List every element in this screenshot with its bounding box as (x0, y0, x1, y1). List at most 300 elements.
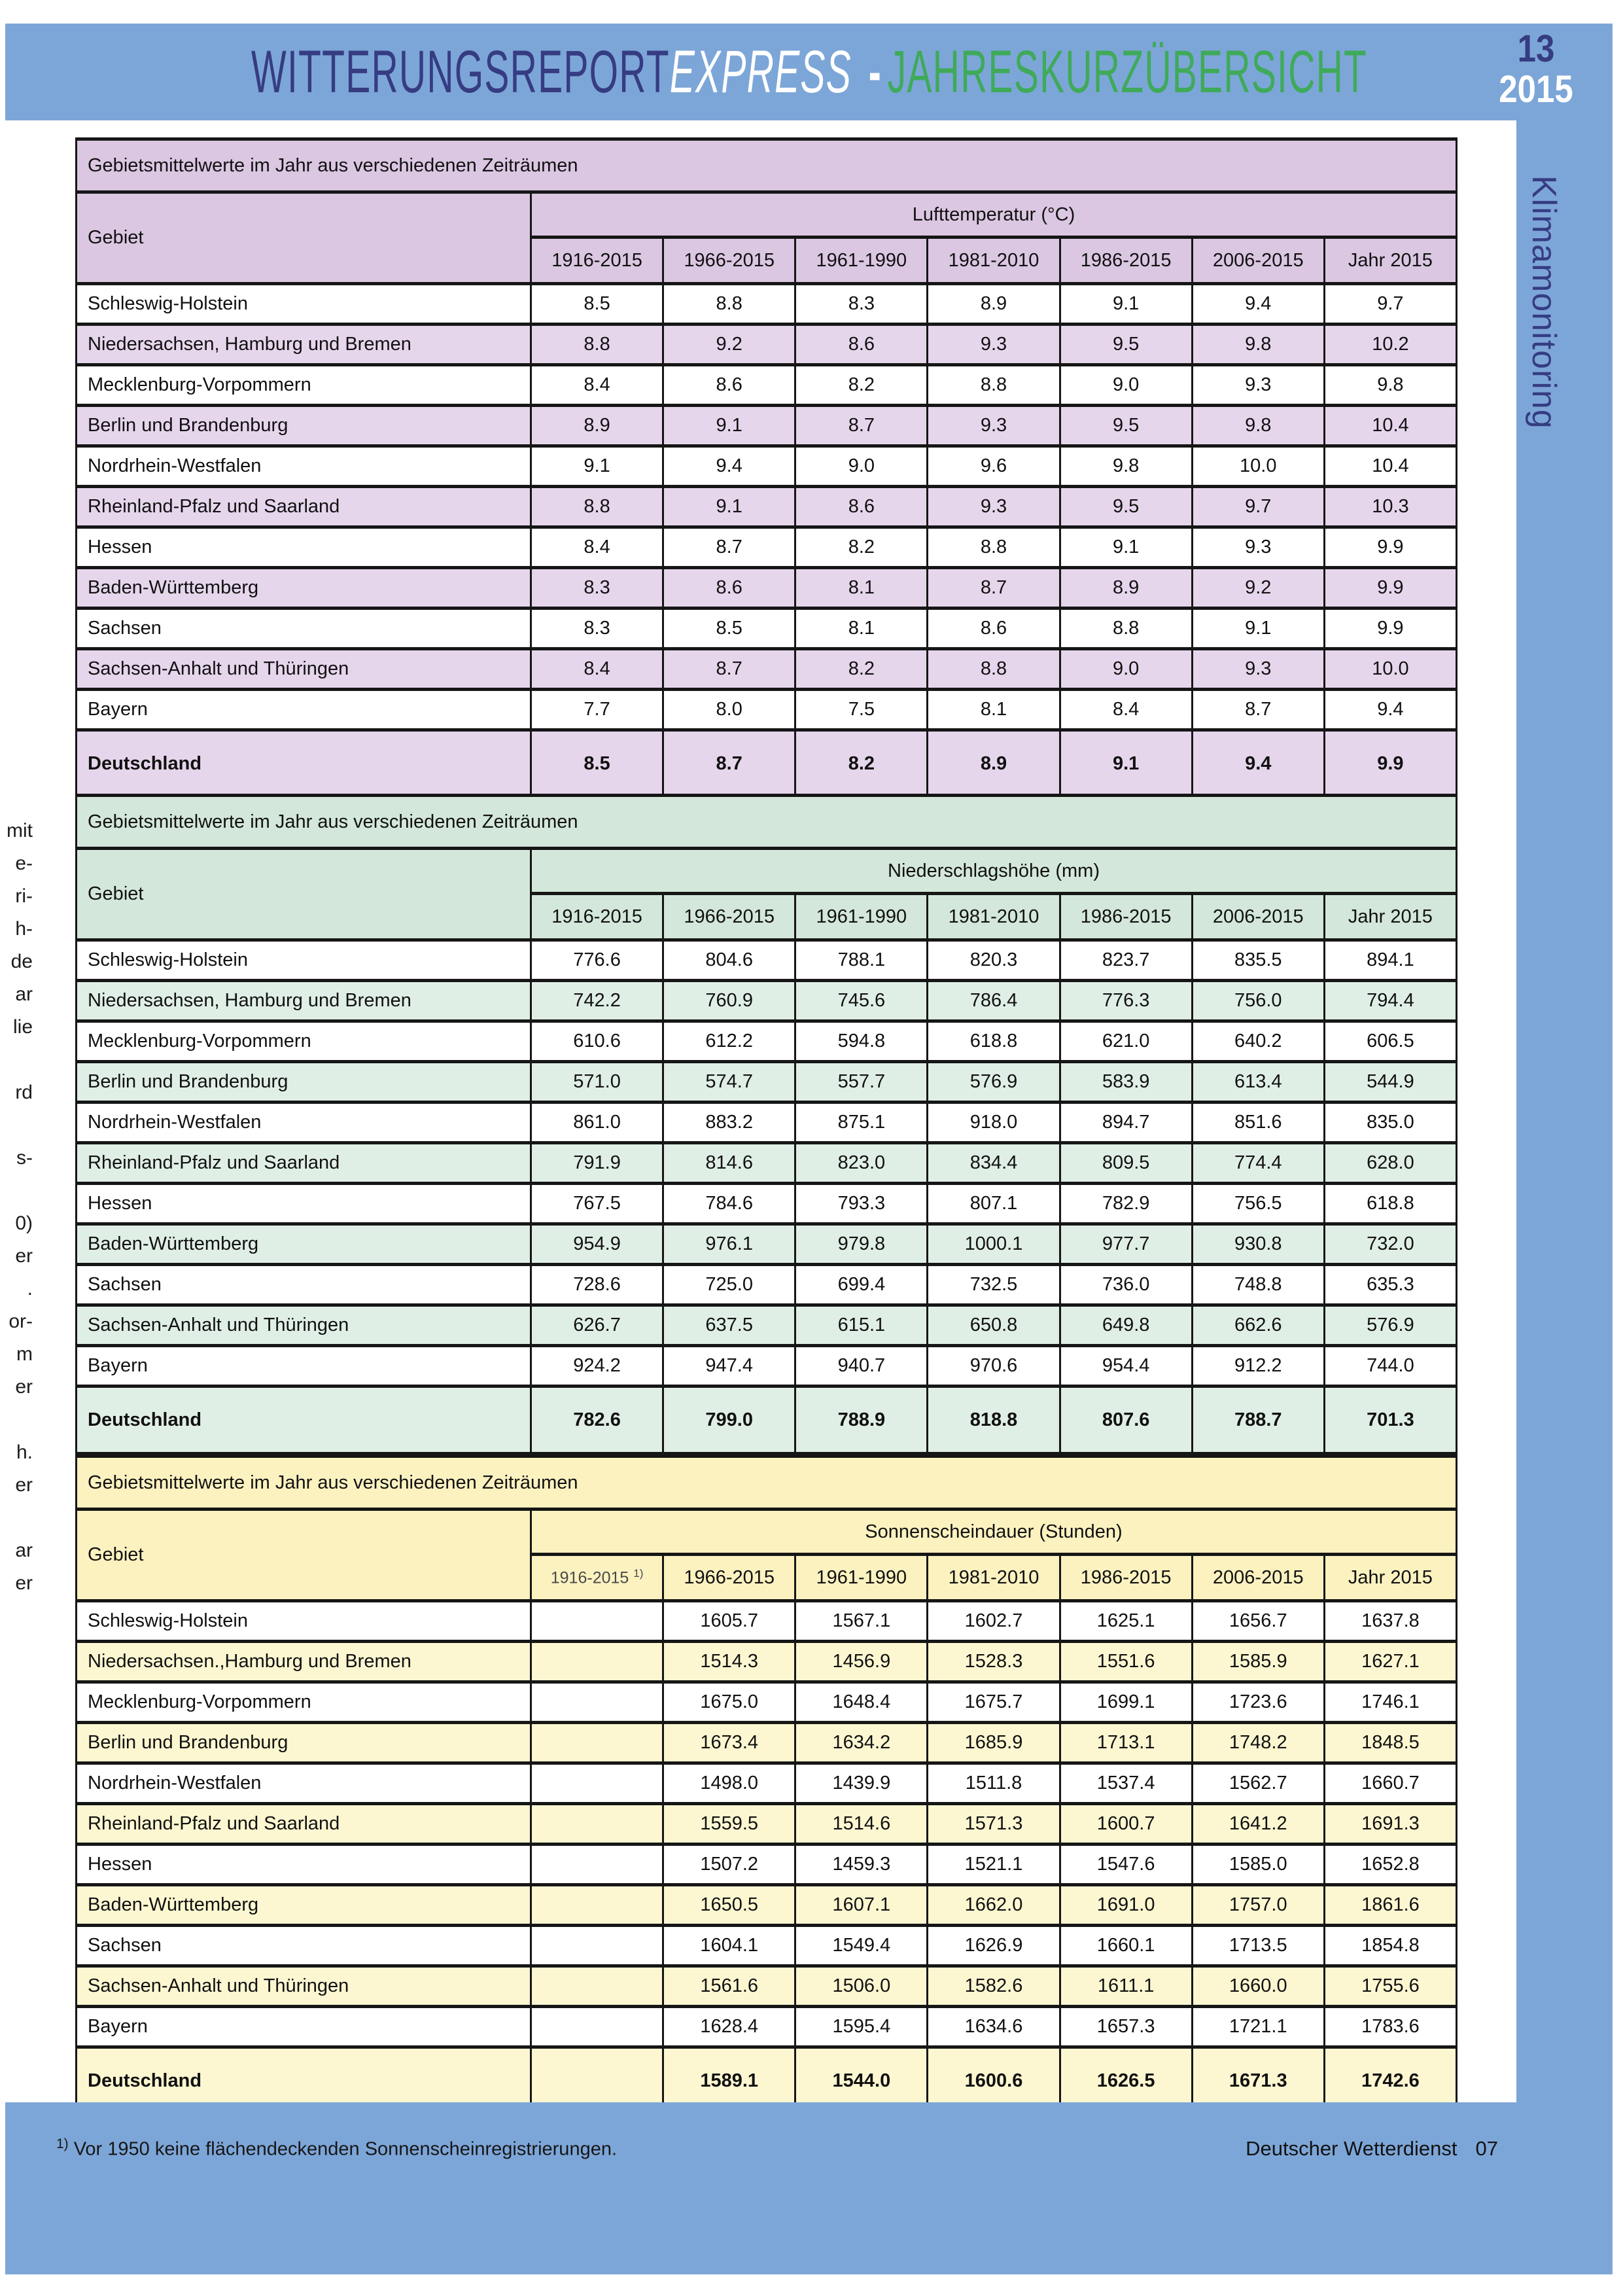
gebiet-cell: Bayern (77, 2007, 531, 2047)
value-cell: 9.8 (1192, 406, 1324, 446)
value-cell: 8.1 (928, 690, 1060, 730)
value-cell: 861.0 (531, 1103, 663, 1143)
value-cell: 8.1 (795, 609, 928, 649)
period-column-header: 1981-2010 (928, 894, 1060, 940)
value-cell: 1600.6 (928, 2047, 1060, 2115)
value-cell: 794.4 (1324, 981, 1456, 1021)
temperature-table-grid (75, 137, 1457, 799)
value-cell: 1537.4 (1060, 1763, 1192, 1804)
value-cell: 9.1 (1060, 730, 1192, 798)
precipitation-table-grid (75, 794, 1457, 1455)
value-cell: 912.2 (1192, 1346, 1324, 1386)
value-cell: 742.2 (531, 981, 663, 1021)
value-cell: 9.3 (1192, 649, 1324, 690)
table-row (77, 981, 1457, 1021)
table-row (77, 2007, 1457, 2047)
gebiet-cell: Berlin und Brandenburg (77, 1723, 531, 1763)
margin-text-fragment: de (10, 951, 33, 972)
value-cell: 728.6 (531, 1265, 663, 1305)
value-cell: 1755.6 (1324, 1966, 1456, 2007)
table-title-row (77, 796, 1457, 849)
value-cell: 1547.6 (1060, 1845, 1192, 1885)
value-cell: 1723.6 (1192, 1682, 1324, 1723)
gebiet-cell: Hessen (77, 527, 531, 568)
value-cell: 1748.2 (1192, 1723, 1324, 1763)
value-cell: 1604.1 (663, 1926, 795, 1966)
table-row (77, 1966, 1457, 2007)
value-cell: 8.6 (795, 325, 928, 365)
period-column-header: 1966-2015 (663, 1555, 795, 1601)
value-cell: 9.0 (1060, 365, 1192, 406)
period-column-header: 1916-2015 $^{1)}$ (531, 1555, 663, 1601)
value-cell: 583.9 (1060, 1062, 1192, 1103)
value-cell: 9.9 (1324, 568, 1456, 609)
gebiet-cell: Bayern (77, 1346, 531, 1386)
value-cell: 9.4 (1324, 690, 1456, 730)
period-column-header: 2006-2015 (1192, 1555, 1324, 1601)
value-cell: 1634.6 (928, 2007, 1060, 2047)
value-cell: 9.0 (795, 446, 928, 487)
margin-text-fragment: er (15, 1376, 33, 1398)
value-cell: 574.7 (663, 1062, 795, 1103)
gebiet-cell: Sachsen (77, 1926, 531, 1966)
value-cell: 8.2 (795, 365, 928, 406)
table-title: Gebietsmittelwerte im Jahr aus verschiedenen Zeiträumen (77, 139, 1457, 192)
issue-block (1490, 29, 1582, 110)
table-title-row (77, 139, 1457, 192)
value-cell: 7.7 (531, 690, 663, 730)
value-cell: 9.1 (1060, 527, 1192, 568)
table-row (77, 325, 1457, 365)
value-cell: 9.0 (1060, 649, 1192, 690)
value-cell: 9.3 (928, 325, 1060, 365)
gebiet-cell: Mecklenburg-Vorpommern (77, 1682, 531, 1723)
value-cell: 8.8 (928, 527, 1060, 568)
value-cell: 1514.3 (663, 1642, 795, 1682)
value-cell: 940.7 (795, 1346, 928, 1386)
margin-text-fragment (0, 1109, 33, 1142)
value-cell: 1637.8 (1324, 1601, 1456, 1642)
value-cell: 1673.4 (663, 1723, 795, 1763)
value-cell: 576.9 (928, 1062, 1060, 1103)
value-cell: 1562.7 (1192, 1763, 1324, 1804)
value-cell: 571.0 (531, 1062, 663, 1103)
value-cell: 1641.2 (1192, 1804, 1324, 1845)
value-cell: 8.8 (531, 487, 663, 527)
table-row (77, 1804, 1457, 1845)
value-cell: 1685.9 (928, 1723, 1060, 1763)
value-cell: 9.1 (1192, 609, 1324, 649)
table-row (77, 1224, 1457, 1265)
gebiet-cell: Baden-Württemberg (77, 568, 531, 609)
value-cell: 807.6 (1060, 1386, 1192, 1454)
value-cell: 1691.0 (1060, 1885, 1192, 1926)
value-cell: 1742.6 (1324, 2047, 1456, 2115)
gebiet-cell: Berlin und Brandenburg (77, 406, 531, 446)
value-cell: 924.2 (531, 1346, 663, 1386)
value-cell: 1675.0 (663, 1682, 795, 1723)
value-cell: 9.3 (928, 406, 1060, 446)
value-cell: 851.6 (1192, 1103, 1324, 1143)
value-cell: 8.9 (531, 406, 663, 446)
value-cell: 807.1 (928, 1184, 1060, 1224)
page-number: 07 (1475, 2136, 1498, 2160)
value-cell: 1699.1 (1060, 1682, 1192, 1723)
margin-text-fragment: ar (15, 983, 33, 1005)
margin-text-fragment: or- (9, 1311, 33, 1332)
table-row (77, 365, 1457, 406)
value-cell: 8.9 (928, 730, 1060, 798)
value-cell: 615.1 (795, 1305, 928, 1346)
gebiet-cell: Bayern (77, 690, 531, 730)
margin-text-fragment: er (15, 1474, 33, 1496)
gebiet-cell: Sachsen (77, 609, 531, 649)
publisher-name: Deutscher Wetterdienst (1246, 2136, 1457, 2160)
value-cell: 756.0 (1192, 981, 1324, 1021)
value-cell: 9.7 (1324, 284, 1456, 325)
gebiet-cell: Nordrhein-Westfalen (77, 1763, 531, 1804)
value-cell: 606.5 (1324, 1021, 1456, 1062)
value-cell: 1628.4 (663, 2007, 795, 2047)
value-cell: 8.5 (663, 609, 795, 649)
gebiet-cell: Schleswig-Holstein (77, 940, 531, 981)
temperature-table (75, 137, 1457, 799)
value-cell: 976.1 (663, 1224, 795, 1265)
value-cell (531, 1682, 663, 1723)
value-cell: 618.8 (928, 1021, 1060, 1062)
value-cell: 10.3 (1324, 487, 1456, 527)
value-cell: 776.6 (531, 940, 663, 981)
value-cell: 894.7 (1060, 1103, 1192, 1143)
title-separator: - (868, 38, 882, 105)
value-cell: 760.9 (663, 981, 795, 1021)
value-cell: 9.3 (928, 487, 1060, 527)
title-express: EXPRESS (669, 38, 852, 105)
table-row (77, 1062, 1457, 1103)
value-cell: 1589.1 (663, 2047, 795, 2115)
value-cell: 1757.0 (1192, 1885, 1324, 1926)
gebiet-cell: Baden-Württemberg (77, 1224, 531, 1265)
value-cell: 1660.0 (1192, 1966, 1324, 2007)
gebiet-column-header: Gebiet (77, 849, 531, 940)
margin-text-fragment: e- (15, 853, 33, 874)
margin-text-fragment: h. (16, 1441, 33, 1463)
table-title: Gebietsmittelwerte im Jahr aus verschiedenen Zeiträumen (77, 1457, 1457, 1510)
value-cell: 1595.4 (795, 2007, 928, 2047)
value-cell: 774.4 (1192, 1143, 1324, 1184)
value-cell: 1652.8 (1324, 1845, 1456, 1885)
value-cell: 823.7 (1060, 940, 1192, 981)
value-cell: 1607.1 (795, 1885, 928, 1926)
margin-text-fragment: lie (12, 1016, 33, 1038)
value-cell: 8.2 (795, 730, 928, 798)
value-cell: 9.4 (663, 446, 795, 487)
value-cell: 1561.6 (663, 1966, 795, 2007)
value-cell: 804.6 (663, 940, 795, 981)
table-total-row (77, 1386, 1457, 1454)
value-cell: 1648.4 (795, 1682, 928, 1723)
value-cell: 1746.1 (1324, 1682, 1456, 1723)
period-column-header: Jahr 2015 (1324, 238, 1456, 284)
value-cell: 9.1 (531, 446, 663, 487)
table-title-row (77, 1457, 1457, 1510)
table-row (77, 1885, 1457, 1926)
value-cell: 791.9 (531, 1143, 663, 1184)
value-cell: 8.8 (531, 325, 663, 365)
value-cell: 835.0 (1324, 1103, 1456, 1143)
value-cell: 954.4 (1060, 1346, 1192, 1386)
value-cell: 699.4 (795, 1265, 928, 1305)
value-cell: 1511.8 (928, 1763, 1060, 1804)
gebiet-cell: Rheinland-Pfalz und Saarland (77, 487, 531, 527)
value-cell: 8.6 (795, 487, 928, 527)
value-cell: 9.5 (1060, 487, 1192, 527)
margin-text-fragment: m (16, 1343, 33, 1365)
value-cell: 594.8 (795, 1021, 928, 1062)
value-cell: 793.3 (795, 1184, 928, 1224)
value-cell: 610.6 (531, 1021, 663, 1062)
value-cell: 8.0 (663, 690, 795, 730)
value-cell: 8.8 (663, 284, 795, 325)
table-row (77, 1265, 1457, 1305)
value-cell: 621.0 (1060, 1021, 1192, 1062)
page-header-band (5, 24, 1613, 120)
table-row (77, 940, 1457, 981)
value-cell: 9.2 (663, 325, 795, 365)
table-row (77, 649, 1457, 690)
table-row (77, 1143, 1457, 1184)
margin-text-fragment (0, 1174, 33, 1207)
value-cell: 1634.2 (795, 1723, 928, 1763)
value-cell: 1567.1 (795, 1601, 928, 1642)
period-column-header: 1961-1990 (795, 238, 928, 284)
value-cell: 918.0 (928, 1103, 1060, 1143)
table-row (77, 568, 1457, 609)
period-column-header: 1961-1990 (795, 1555, 928, 1601)
period-column-header: 1981-2010 (928, 238, 1060, 284)
report-title (251, 38, 1367, 107)
gebiet-cell: Niedersachsen, Hamburg und Bremen (77, 981, 531, 1021)
table-row (77, 1305, 1457, 1346)
value-cell: 613.4 (1192, 1062, 1324, 1103)
value-cell: 8.4 (531, 649, 663, 690)
value-cell: 1456.9 (795, 1642, 928, 1682)
value-cell: 9.9 (1324, 730, 1456, 798)
value-cell: 8.3 (531, 609, 663, 649)
table-row (77, 1642, 1457, 1682)
value-cell: 788.9 (795, 1386, 928, 1454)
value-cell: 1551.6 (1060, 1642, 1192, 1682)
value-cell: 782.9 (1060, 1184, 1192, 1224)
value-cell: 9.4 (1192, 730, 1324, 798)
value-cell: 814.6 (663, 1143, 795, 1184)
value-cell: 1848.5 (1324, 1723, 1456, 1763)
value-cell: 1585.9 (1192, 1642, 1324, 1682)
value-cell: 1691.3 (1324, 1804, 1456, 1845)
value-cell: 970.6 (928, 1346, 1060, 1386)
value-cell: 9.8 (1324, 365, 1456, 406)
value-cell: 782.6 (531, 1386, 663, 1454)
gebiet-cell: Mecklenburg-Vorpommern (77, 1021, 531, 1062)
value-cell: 1656.7 (1192, 1601, 1324, 1642)
value-cell: 628.0 (1324, 1143, 1456, 1184)
period-column-header: 1966-2015 (663, 238, 795, 284)
value-cell: 8.8 (928, 649, 1060, 690)
value-cell: 9.1 (1060, 284, 1192, 325)
margin-text-fragment: mit (7, 820, 33, 841)
value-cell: 1602.7 (928, 1601, 1060, 1642)
value-cell: 8.3 (531, 568, 663, 609)
margin-text-fragment: er (15, 1572, 33, 1594)
value-cell: 8.5 (531, 284, 663, 325)
gebiet-cell: Deutschland (77, 1386, 531, 1454)
period-column-header: 2006-2015 (1192, 238, 1324, 284)
gebiet-column-header: Gebiet (77, 192, 531, 284)
period-column-header: 1986-2015 (1060, 238, 1192, 284)
value-cell: 1626.9 (928, 1926, 1060, 1966)
value-cell: 8.5 (531, 730, 663, 798)
value-cell: 820.3 (928, 940, 1060, 981)
value-cell: 7.5 (795, 690, 928, 730)
value-cell: 1521.1 (928, 1845, 1060, 1885)
value-cell: 8.6 (663, 365, 795, 406)
value-cell: 883.2 (663, 1103, 795, 1143)
value-cell: 809.5 (1060, 1143, 1192, 1184)
value-cell: 823.0 (795, 1143, 928, 1184)
value-cell: 835.5 (1192, 940, 1324, 981)
table-row (77, 446, 1457, 487)
margin-text-fragment (0, 1502, 33, 1534)
value-cell: 8.2 (795, 649, 928, 690)
margin-text-fragment: h- (15, 918, 33, 940)
gebiet-cell: Berlin und Brandenburg (77, 1062, 531, 1103)
table-row (77, 1346, 1457, 1386)
value-cell: 1854.8 (1324, 1926, 1456, 1966)
table-title: Gebietsmittelwerte im Jahr aus verschiedenen Zeiträumen (77, 796, 1457, 849)
footnote-text: Vor 1950 keine flächendeckenden Sonnenscheinregistrierungen. (73, 2138, 618, 2160)
value-cell: 930.8 (1192, 1224, 1324, 1265)
margin-text-fragment: s- (16, 1147, 33, 1169)
gebiet-cell: Niedersachsen, Hamburg und Bremen (77, 325, 531, 365)
value-cell: 9.3 (1192, 365, 1324, 406)
gebiet-cell: Deutschland (77, 2047, 531, 2115)
left-margin-fragments (0, 815, 33, 1600)
value-cell: 701.3 (1324, 1386, 1456, 1454)
value-cell: 1582.6 (928, 1966, 1060, 2007)
table-row (77, 1021, 1457, 1062)
table-row (77, 1184, 1457, 1224)
value-cell: 1571.3 (928, 1804, 1060, 1845)
value-cell: 9.1 (663, 487, 795, 527)
value-cell: 1675.7 (928, 1682, 1060, 1723)
value-cell: 799.0 (663, 1386, 795, 1454)
value-cell: 1605.7 (663, 1601, 795, 1642)
value-cell: 576.9 (1324, 1305, 1456, 1346)
value-cell: 8.4 (1060, 690, 1192, 730)
value-cell: 748.8 (1192, 1265, 1324, 1305)
value-cell: 1498.0 (663, 1763, 795, 1804)
table-row (77, 1103, 1457, 1143)
value-cell (531, 1926, 663, 1966)
value-cell: 875.1 (795, 1103, 928, 1143)
period-column-header: 1986-2015 (1060, 1555, 1192, 1601)
value-cell (531, 2007, 663, 2047)
sunshine-table-grid (75, 1455, 1457, 2116)
value-cell: 9.9 (1324, 527, 1456, 568)
value-cell: 9.7 (1192, 487, 1324, 527)
value-cell: 612.2 (663, 1021, 795, 1062)
title-witterungsreport: WITTERUNGSREPORT (251, 38, 670, 105)
value-cell: 8.7 (663, 527, 795, 568)
gebiet-cell: Schleswig-Holstein (77, 284, 531, 325)
value-cell: 662.6 (1192, 1305, 1324, 1346)
value-cell: 767.5 (531, 1184, 663, 1224)
value-cell: 725.0 (663, 1265, 795, 1305)
period-column-header: 1966-2015 (663, 894, 795, 940)
value-cell: 1439.9 (795, 1763, 928, 1804)
margin-text-fragment: . (27, 1278, 33, 1299)
sunshine-table (75, 1455, 1457, 2116)
value-cell: 8.4 (531, 527, 663, 568)
gebiet-cell: Rheinland-Pfalz und Saarland (77, 1143, 531, 1184)
value-cell: 8.7 (795, 406, 928, 446)
value-cell: 9.4 (1192, 284, 1324, 325)
value-cell: 8.8 (928, 365, 1060, 406)
value-cell: 1459.3 (795, 1845, 928, 1885)
period-column-header: 2006-2015 (1192, 894, 1324, 940)
value-cell: 8.7 (1192, 690, 1324, 730)
value-cell: 1625.1 (1060, 1601, 1192, 1642)
value-cell: 9.5 (1060, 325, 1192, 365)
value-cell: 10.2 (1324, 325, 1456, 365)
value-cell (531, 1763, 663, 1804)
gebiet-column-header: Gebiet (77, 1510, 531, 1601)
table-row (77, 1845, 1457, 1885)
value-cell: 954.9 (531, 1224, 663, 1265)
value-cell: 1506.0 (795, 1966, 928, 2007)
value-cell: 8.3 (795, 284, 928, 325)
value-cell: 894.1 (1324, 940, 1456, 981)
value-cell: 947.4 (663, 1346, 795, 1386)
table-row (77, 487, 1457, 527)
value-cell: 1650.5 (663, 1885, 795, 1926)
value-cell: 9.8 (1192, 325, 1324, 365)
value-cell: 8.4 (531, 365, 663, 406)
margin-text-fragment: ri- (15, 885, 33, 907)
period-column-header: 1961-1990 (795, 894, 928, 940)
value-cell: 818.8 (928, 1386, 1060, 1454)
value-cell: 8.1 (795, 568, 928, 609)
value-cell: 557.7 (795, 1062, 928, 1103)
value-cell: 1528.3 (928, 1642, 1060, 1682)
value-cell: 9.3 (1192, 527, 1324, 568)
value-cell: 1600.7 (1060, 1804, 1192, 1845)
value-cell: 788.1 (795, 940, 928, 981)
value-cell: 1713.5 (1192, 1926, 1324, 1966)
value-cell: 1660.7 (1324, 1763, 1456, 1804)
value-cell: 776.3 (1060, 981, 1192, 1021)
value-cell: 618.8 (1324, 1184, 1456, 1224)
value-cell: 8.7 (663, 649, 795, 690)
value-cell: 977.7 (1060, 1224, 1192, 1265)
table-row (77, 406, 1457, 446)
value-cell: 732.5 (928, 1265, 1060, 1305)
period-column-header: Jahr 2015 (1324, 894, 1456, 940)
value-cell: 784.6 (663, 1184, 795, 1224)
margin-text-fragment: 0) (15, 1212, 33, 1234)
value-cell: 1660.1 (1060, 1926, 1192, 1966)
value-cell: 8.8 (1060, 609, 1192, 649)
